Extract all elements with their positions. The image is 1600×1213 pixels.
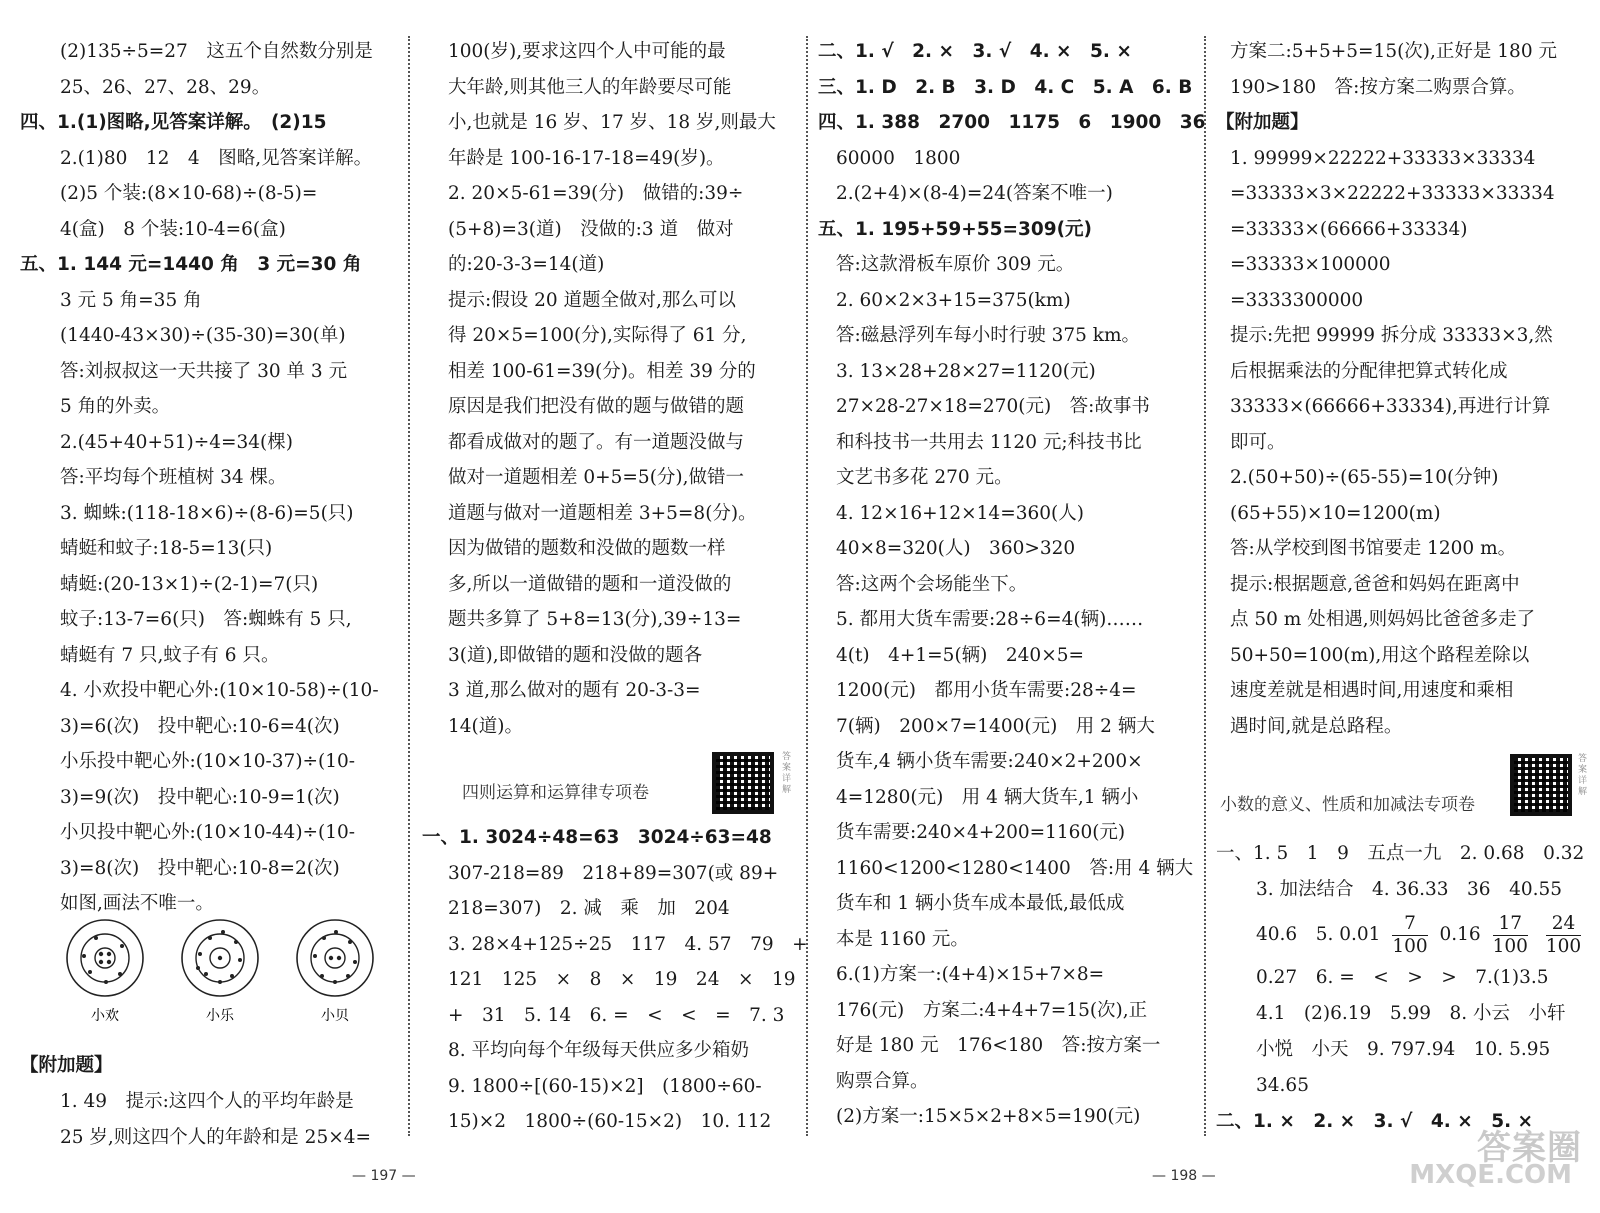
answer-line: 6.(1)方案一:(4+4)×15+7×8=: [836, 964, 1105, 985]
fraction-numerator: 24: [1546, 913, 1581, 936]
answer-line: 题共多算了 5+8=13(分),39÷13=: [448, 609, 742, 630]
answer-line: 小贝投中靶心外:(10×10-44)÷(10-: [60, 822, 356, 843]
answer-line: 的:20-3-3=14(道): [448, 254, 605, 275]
answer-line: 60000 1800: [836, 147, 961, 169]
answer-line: 3)=6(次) 投中靶心:10-6=4(次): [60, 715, 340, 737]
answer-line: 二、1. √ 2. × 3. √ 4. × 5. ×: [818, 41, 1132, 62]
answer-line: 因为做错的题数和没做的题数一样: [448, 538, 726, 559]
section-title-decimals: 小数的意义、性质和加减法专项卷: [1220, 795, 1475, 814]
qr-code: [1510, 754, 1572, 816]
answer-line: 速度差就是相遇时间,用速度和乘相: [1230, 680, 1514, 701]
answer-line: 答:平均每个班植树 34 棵。: [60, 467, 287, 488]
answer-line: 9. 1800÷[(60-15)×2] (1800÷60-: [448, 1075, 762, 1097]
answer-text: 40.6 5. 0.01: [1256, 924, 1381, 945]
answer-line: 好是 180 元 176<180 答:按方案一: [836, 1035, 1161, 1056]
answer-line: 5 角的外卖。: [60, 396, 171, 417]
answer-line: 提示:根据题意,爸爸和妈妈在距离中: [1230, 573, 1520, 595]
answer-line: 2.(50+50)÷(65-55)=10(分钟): [1230, 467, 1499, 488]
answer-line: 即可。: [1230, 431, 1286, 453]
answer-line: 3(道),即做错的题和没做的题各: [448, 644, 703, 666]
fraction-denominator: 100: [1545, 935, 1582, 957]
target-diagrams: [60, 916, 400, 1036]
answer-line: 【附加题】: [1216, 112, 1309, 133]
answer-line: 4(盒) 8 个装:10-4=6(盒): [60, 218, 286, 240]
fraction: [1392, 913, 1427, 958]
answer-line: 50+50=100(m),用这个路程差除以: [1230, 644, 1530, 666]
answer-line: 1200(元) 都用小货车需要:28÷4=: [836, 680, 1137, 701]
target-xiaobei: [297, 920, 373, 996]
bonus-heading: 【附加题】: [20, 1055, 113, 1076]
answer-line: 道题与做对一道题相差 3+5=8(分)。: [448, 502, 757, 524]
answer-line: 答:这两个会场能坐下。: [836, 573, 1028, 595]
answer-line: 五、1. 144 元=1440 角 3 元=30 角: [20, 254, 362, 275]
answer-line: 4. 12×16+12×14=360(人): [836, 502, 1084, 524]
answer-line: 4. 小欢投中靶心外:(10×10-58)÷(10-: [60, 680, 379, 701]
answer-line: 四、1. 388 2700 1175 6 1900 36: [818, 112, 1206, 133]
answer-line: 多,所以一道做错的题和一道没做的: [448, 573, 732, 595]
answer-line: =33333×3×22222+33333×33334: [1230, 183, 1555, 204]
watermark-url: MXQE.COM: [1409, 1160, 1572, 1190]
target-xiaohuan: [67, 920, 143, 996]
answer-line: 3 道,那么做对的题有 20-3-3=: [448, 680, 701, 701]
answer-line: 小乐投中靶心外:(10×10-37)÷(10-: [60, 751, 356, 772]
answer-line-fractions: [1256, 910, 1587, 960]
answer-line: (5+8)=3(道) 没做的:3 道 做对: [448, 218, 734, 240]
answer-line: 如图,画法不唯一。: [60, 893, 214, 914]
answer-line: 蜻蜓有 7 只,蚊子有 6 只。: [60, 644, 280, 666]
answer-line: 176(元) 方案二:4+4+7=15(次),正: [836, 999, 1148, 1021]
answer-line: 和科技书一共用去 1120 元;科技书比: [836, 431, 1142, 453]
answer-line: 40×8=320(人) 360>320: [836, 538, 1076, 559]
answer-line: 4(t) 4+1=5(辆) 240×5=: [836, 644, 1084, 666]
watermark-logo: 答案圈: [1477, 1128, 1582, 1168]
answer-line: 货车,4 辆小货车需要:240×2+200×: [836, 751, 1143, 772]
fraction-numerator: 17: [1493, 913, 1528, 936]
answer-line: (2)5 个装:(8×10-68)÷(8-5)=: [60, 183, 318, 204]
answer-line: 小悦 小天 9. 797.94 10. 5.95: [1256, 1039, 1551, 1060]
answer-line: 3)=8(次) 投中靶心:10-8=2(次): [60, 857, 340, 879]
answer-line: (65+55)×10=1200(m): [1230, 502, 1441, 524]
answer-line: 2. 20×5-61=39(分) 做错的:39÷: [448, 183, 744, 204]
answer-line: (1440-43×30)÷(35-30)=30(单): [60, 325, 346, 346]
answer-line: =33333×100000: [1230, 254, 1391, 275]
answer-line: 本是 1160 元。: [836, 928, 969, 950]
answer-line: 小,也就是 16 岁、17 岁、18 岁,则最大: [448, 112, 776, 133]
answer-line: 3 元 5 角=35 角: [60, 289, 202, 311]
answer-line: 五、1. 195+59+55=309(元): [818, 218, 1092, 240]
qr-side-label: 答案详解: [782, 752, 792, 795]
answer-line: 年龄是 100-16-17-18=49(岁)。: [448, 147, 725, 169]
answer-line: 三、1. D 2. B 3. D 4. C 5. A 6. B: [818, 76, 1193, 98]
answer-line: 3. 13×28+28×27=1120(元): [836, 360, 1096, 382]
answer-line: 提示:先把 99999 拆分成 33333×3,然: [1230, 325, 1553, 346]
qr-side-label: 答案详解: [1578, 754, 1588, 797]
answer-line: 4=1280(元) 用 4 辆大货车,1 辆小: [836, 786, 1139, 808]
answer-line: 二、1. × 2. × 3. √ 4. × 5. ×: [1216, 1111, 1534, 1132]
answer-line: 4.1 (2)6.19 5.99 8. 小云 小轩: [1256, 1003, 1566, 1024]
target-label-xiaohuan: 小欢: [91, 1008, 119, 1024]
answer-line: 8. 平均向每个年级每天供应多少箱奶: [448, 1040, 750, 1061]
answer-line: 218=307) 2. 减 乘 加 204: [448, 898, 730, 919]
fraction-denominator: 100: [1392, 935, 1428, 957]
answer-line: (2)方案一:15×5×2+8×5=190(元): [836, 1106, 1141, 1127]
answer-line: 后根据乘法的分配律把算式转化成: [1230, 360, 1508, 382]
fraction-numerator: 7: [1392, 913, 1427, 936]
answer-line: 答:刘叔叔这一天共接了 30 单 3 元: [60, 360, 348, 382]
bonus-line: 25 岁,则这四个人的年龄和是 25×4=: [60, 1127, 371, 1148]
answer-line: 相差 100-61=39(分)。相差 39 分的: [448, 360, 756, 382]
answer-line: 5. 都用大货车需要:28÷6=4(辆)……: [836, 609, 1144, 630]
column-divider: [806, 36, 808, 1136]
answer-line: 遇时间,就是总路程。: [1230, 715, 1403, 737]
answer-line: 34.65: [1256, 1075, 1309, 1096]
answer-line: 190>180 答:按方案二购票合算。: [1230, 76, 1526, 98]
answer-line: 3)=9(次) 投中靶心:10-9=1(次): [60, 786, 340, 808]
answer-line: 大年龄,则其他三人的年龄要尽可能: [448, 76, 732, 98]
answer-line: 答:这款滑板车原价 309 元。: [836, 254, 1075, 275]
target-label-xiaole: 小乐: [206, 1008, 234, 1024]
answer-line: 答:从学校到图书馆要走 1200 m。: [1230, 538, 1517, 559]
answer-line: 购票合算。: [836, 1070, 929, 1092]
target-label-xiaobei: 小贝: [321, 1008, 349, 1024]
answer-line: =3333300000: [1230, 289, 1364, 311]
answer-line: 方案二:5+5+5=15(次),正好是 180 元: [1230, 41, 1557, 62]
fraction: [1546, 913, 1581, 958]
answer-line: 25、26、27、28、29。: [60, 76, 271, 98]
answer-line: 文艺书多花 270 元。: [836, 467, 1013, 488]
bonus-line: 1. 49 提示:这四个人的平均年龄是: [60, 1091, 354, 1112]
page-number-left: — 197 —: [352, 1168, 416, 1184]
answer-line: 307-218=89 218+89=307(或 89+: [448, 862, 779, 884]
answer-line: 做对一道题相差 0+5=5(分),做错一: [448, 467, 745, 488]
answer-line: 2. 60×2×3+15=375(km): [836, 289, 1071, 311]
answer-line: 得 20×5=100(分),实际得了 61 分,: [448, 325, 747, 346]
answer-line: 蜻蜓和蚊子:18-5=13(只): [60, 538, 273, 559]
answer-line: 货车和 1 辆小货车成本最低,最低成: [836, 893, 1125, 914]
answer-line: 都看成做对的题了。有一道题没做与: [448, 431, 745, 453]
answer-line: 蜻蜓:(20-13×1)÷(2-1)=7(只): [60, 573, 319, 595]
answer-line: 15)×2 1800÷(60-15×2) 10. 112: [448, 1111, 772, 1132]
column-divider: [1204, 36, 1206, 1136]
answer-line: 原因是我们把没有做的题与做错的题: [448, 396, 745, 417]
answer-line: 0.27 6. = < > > 7.(1)3.5: [1256, 967, 1549, 988]
answer-line: =33333×(66666+33334): [1230, 218, 1468, 240]
answer-line: 100(岁),要求这四个人中可能的最: [448, 41, 726, 62]
answer-line: 答:磁悬浮列车每小时行驶 375 km。: [836, 325, 1141, 346]
answer-line: 2.(45+40+51)÷4=34(棵): [60, 431, 293, 453]
column-divider: [408, 36, 410, 1136]
answer-line: 2.(2+4)×(8-4)=24(答案不唯一): [836, 183, 1113, 204]
answer-line: 33333×(66666+33334),再进行计算: [1230, 396, 1551, 417]
answer-line: 3. 加法结合 4. 36.33 36 40.55: [1256, 879, 1563, 900]
answer-line: 货车需要:240×4+200=1160(元): [836, 822, 1126, 843]
answer-line: 1. 99999×22222+33333×33334: [1230, 147, 1536, 169]
answer-line: 27×28-27×18=270(元) 答:故事书: [836, 396, 1150, 417]
answer-line: 121 125 × 8 × 19 24 × 19: [448, 969, 796, 990]
answer-line: 四、1.(1)图略,见答案详解。 (2)15: [20, 112, 327, 133]
answer-line: 点 50 m 处相遇,则妈妈比爸爸多走了: [1230, 609, 1536, 630]
answer-line: 3. 28×4+125÷25 117 4. 57 79 +: [448, 933, 808, 955]
answer-line: 2.(1)80 12 4 图略,见答案详解。: [60, 147, 373, 169]
fraction: [1493, 913, 1528, 958]
answer-line: 1160<1200<1280<1400 答:用 4 辆大: [836, 857, 1194, 879]
fraction-denominator: 100: [1492, 935, 1528, 957]
answer-line: 一、1. 5 1 9 五点一九 2. 0.68 0.32: [1216, 843, 1585, 864]
page-number-right: — 198 —: [1152, 1168, 1216, 1184]
answer-line: 蚊子:13-7=6(只) 答:蜘蛛有 5 只,: [60, 609, 352, 630]
section-title-operations: 四则运算和运算律专项卷: [462, 783, 649, 802]
answer-line: + 31 5. 14 6. = < < = 7. 3: [448, 1004, 785, 1026]
target-xiaole: [182, 920, 258, 996]
answer-line: (2)135÷5=27 这五个自然数分别是: [60, 41, 373, 62]
answer-line: 7(辆) 200×7=1400(元) 用 2 辆大: [836, 715, 1155, 737]
answer-line: 提示:假设 20 道题全做对,那么可以: [448, 289, 736, 311]
qr-code: [712, 752, 774, 814]
answer-line: 一、1. 3024÷48=63 3024÷63=48: [422, 827, 772, 848]
answer-line: 3. 蜘蛛:(118-18×6)÷(8-6)=5(只): [60, 502, 354, 524]
answer-line: 14(道)。: [448, 715, 523, 737]
answer-text: 0.16: [1439, 924, 1481, 945]
